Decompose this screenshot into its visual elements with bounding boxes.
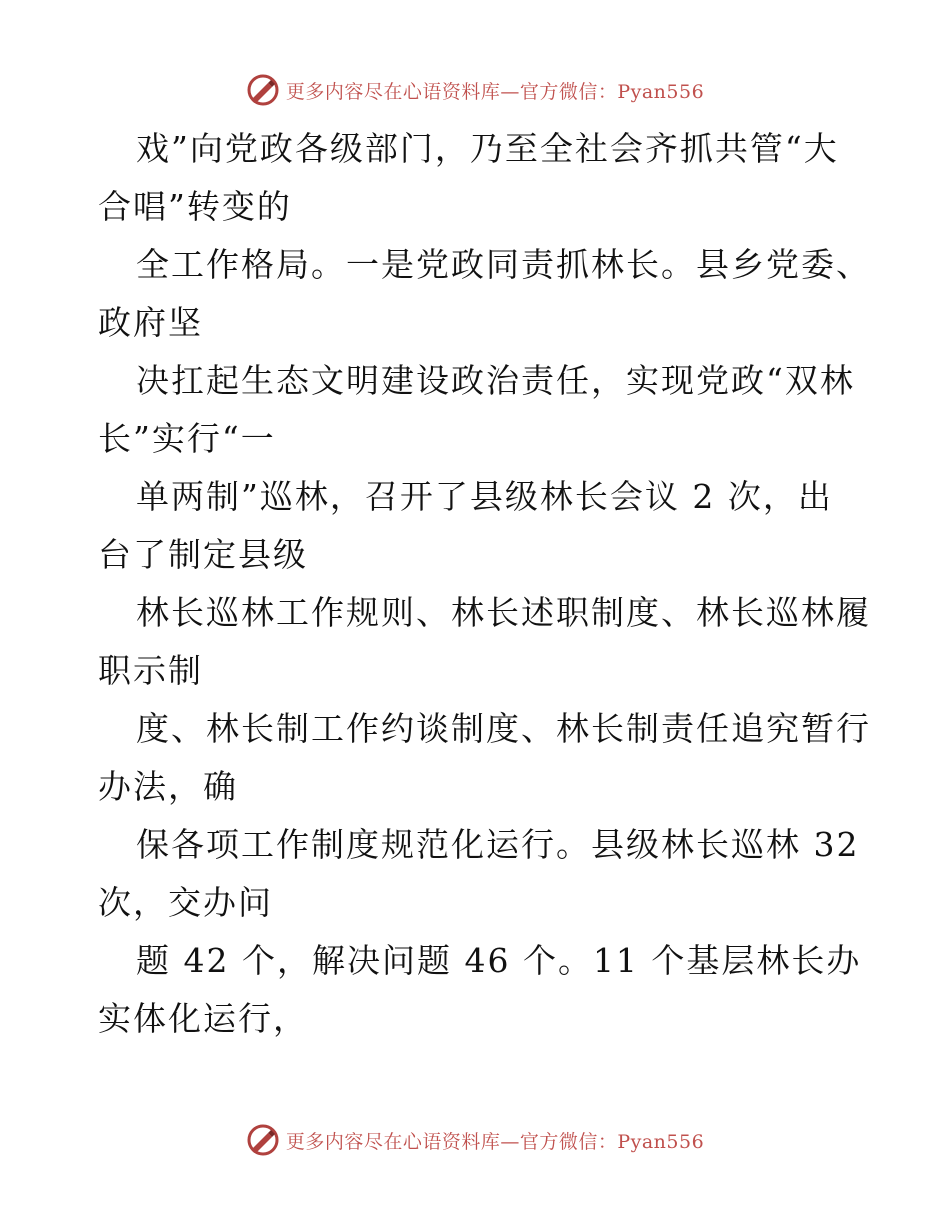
text-line: 单两制”巡林，召开了县级林长会议 2 次，出 (136, 477, 833, 516)
footer-banner-text: 更多内容尽在心语资料库—官方微信：Pyan556 (285, 1130, 705, 1153)
text-line: 戏”向党政各级部门，乃至全社会齐抓共管“大 (136, 129, 839, 168)
text-line: 全工作格局。一是党政同责抓林长。县乡党委、 (136, 245, 871, 284)
header-banner-text: 更多内容尽在心语资料库—官方微信：Pyan556 (285, 80, 705, 103)
text-line: 政府坚 (98, 303, 203, 342)
header-banner (0, 70, 950, 110)
text-line: 次，交办问 (98, 883, 273, 922)
footer-banner (0, 1120, 950, 1160)
text-line: 保各项工作制度规范化运行。县级林长巡林 32 (136, 825, 860, 864)
text-line: 题 42 个，解决问题 46 个。11 个基层林长办 (136, 941, 862, 980)
document-body (98, 120, 871, 1048)
pen-logo-icon (246, 1123, 280, 1157)
text-line: 职示制 (98, 651, 203, 690)
text-line: 长”实行“一 (98, 419, 276, 458)
text-line: 办法，确 (98, 767, 238, 806)
text-line: 决扛起生态文明建设政治责任，实现党政“双林 (136, 361, 855, 400)
text-line: 台了制定县级 (98, 535, 308, 574)
text-line: 度、林长制工作约谈制度、林长制责任追究暂行 (136, 709, 871, 748)
text-line: 合唱”转变的 (98, 187, 292, 226)
text-line: 实体化运行， (98, 999, 308, 1038)
text-line: 林长巡林工作规则、林长述职制度、林长巡林履 (136, 593, 871, 632)
pen-logo-icon (246, 73, 280, 107)
